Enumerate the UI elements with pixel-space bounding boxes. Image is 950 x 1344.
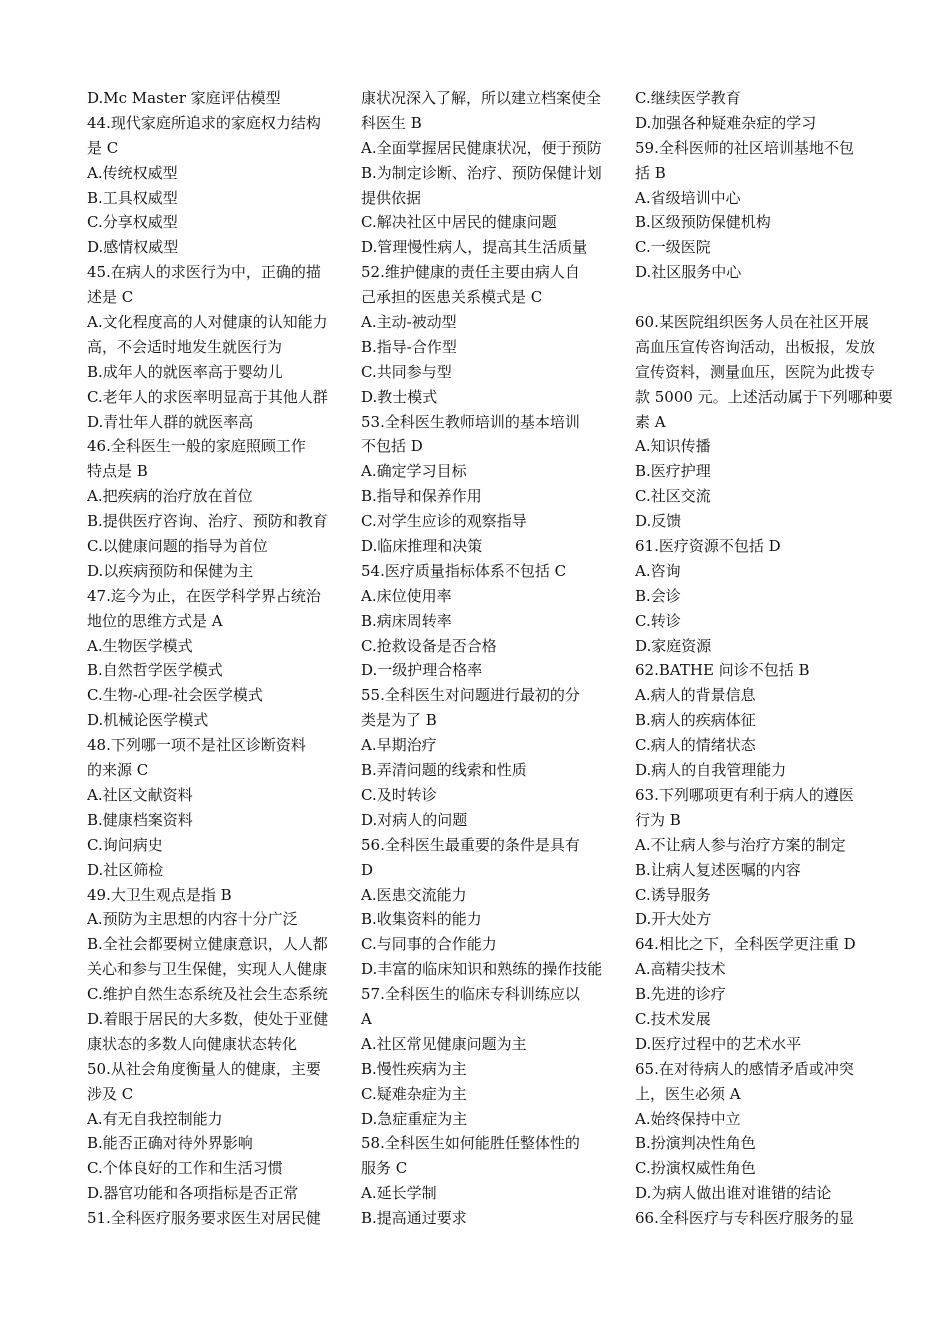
text-line: D.一级护理合格率 [361, 661, 483, 680]
text-line: C.技术发展 [635, 1009, 711, 1028]
text-line: C.与同事的合作能力 [361, 935, 497, 954]
text-line: A.全面掌握居民健康状况，便于预防 [361, 138, 602, 157]
text-line: C.分享权威型 [87, 213, 178, 232]
text-line: B.成年人的就医率高于婴幼儿 [87, 362, 283, 381]
text-line: 服务 C [361, 1159, 408, 1178]
text-line: 51.全科医疗服务要求医生对居民健 [87, 1209, 321, 1228]
text-line: 关心和参与卫生保健，实现人人健康 [87, 960, 328, 979]
text-line: B.区级预防保健机构 [635, 213, 771, 232]
text-line: D.医疗过程中的艺术水平 [635, 1034, 802, 1053]
text-line: A.病人的背景信息 [635, 686, 756, 705]
text-line: D.加强各种疑难杂症的学习 [635, 113, 817, 132]
text-line: C.继续医学教育 [635, 89, 741, 107]
text-line: D.家庭资源 [635, 636, 712, 655]
text-line: C.解决社区中居民的健康问题 [361, 213, 557, 232]
text-line: 57.全科医生的临床专科训练应以 [361, 985, 580, 1004]
text-column-2 [361, 86, 633, 1231]
text-line: C.老年人的求医率明显高于其他人群 [87, 387, 328, 406]
text-line: C.转诊 [635, 611, 681, 630]
text-line: B.自然哲学医学模式 [87, 661, 223, 680]
text-line: C.生物-心理-社会医学模式 [87, 686, 263, 705]
text-line: 涉及 C [87, 1084, 134, 1103]
text-line: 50.从社会角度衡量人的健康，主要 [87, 1059, 321, 1078]
text-line: D [361, 860, 374, 879]
text-line: C.个体良好的工作和生活习惯 [87, 1159, 283, 1178]
text-line: 的来源 C [87, 761, 149, 780]
text-line: A.床位使用率 [361, 586, 452, 605]
text-line: 62.BATHE 问诊不包括 B [635, 661, 810, 680]
text-line: C.及时转诊 [361, 785, 437, 804]
text-line: 不包括 D [361, 437, 423, 456]
text-line: D.以疾病预防和保健为主 [87, 561, 254, 580]
text-line: 61.医疗资源不包括 D [635, 537, 781, 556]
text-line: C.抢救设备是否合格 [361, 636, 497, 655]
text-line: 地位的思维方式是 A [87, 611, 223, 630]
text-line: B.能否正确对待外界影响 [87, 1134, 253, 1153]
text-line: A [361, 1009, 372, 1028]
text-line: C.诱导服务 [635, 885, 711, 904]
text-line: B.全社会都要树立健康意识，人人都 [87, 935, 328, 954]
text-line: 高血压宣传咨询活动，出板报，发放 [635, 337, 876, 356]
text-line: A.省级培训中心 [635, 188, 741, 207]
text-line: C.询问病史 [87, 835, 163, 854]
text-line: C.病人的情绪状态 [635, 736, 756, 755]
text-line: 宣传资料，测量血压，医院为此拨专 [635, 362, 876, 381]
text-line: D.管理慢性病人，提高其生活质量 [361, 238, 588, 257]
text-line: 63.下列哪项更有利于病人的遵医 [635, 785, 854, 804]
text-line: C.疑难杂症为主 [361, 1084, 467, 1103]
text-line: A.社区文献资料 [87, 785, 193, 804]
text-line: D.为病人做出谁对谁错的结论 [635, 1184, 832, 1203]
text-line: 45.在病人的求医行为中，正确的描 [87, 263, 321, 282]
text-line: B.病人的疾病体征 [635, 711, 756, 730]
text-column-1 [87, 86, 359, 1231]
text-line: 65.在对待病人的感情矛盾或冲突 [635, 1059, 854, 1078]
text-line: A.预防为主思想的内容十分广泛 [87, 910, 298, 929]
text-line: B.弄清问题的线索和性质 [361, 761, 527, 780]
text-line: 46.全科医生一般的家庭照顾工作 [87, 437, 306, 456]
text-line: A.把疾病的治疗放在首位 [87, 487, 253, 506]
text-line: 康状况深入了解，所以建立档案使全 [361, 89, 602, 107]
text-line: 类是为了 B [361, 711, 437, 730]
text-line: B.收集资料的能力 [361, 910, 482, 929]
text-line: A.医患交流能力 [361, 885, 467, 904]
text-line: 47.迄今为止，在医学科学界占统治 [87, 586, 321, 605]
text-line: 48.下列哪一项不是社区诊断资料 [87, 736, 306, 755]
text-line: B.会诊 [635, 586, 681, 605]
text-line: A.生物医学模式 [87, 636, 193, 655]
text-line: B.指导和保养作用 [361, 487, 482, 506]
text-line: D.社区服务中心 [635, 263, 742, 282]
text-line: C.扮演权威性角色 [635, 1159, 756, 1178]
text-line: C.以健康问题的指导为首位 [87, 537, 268, 556]
text-line: A.始终保持中立 [635, 1109, 741, 1128]
text-line: D.器官功能和各项指标是否正常 [87, 1184, 299, 1203]
text-line: B.提高通过要求 [361, 1209, 467, 1228]
text-line: B.让病人复述医嘱的内容 [635, 860, 801, 879]
text-line: A.早期治疗 [361, 736, 437, 755]
text-line: D.青壮年人群的就医率高 [87, 412, 254, 431]
text-line: D.开大处方 [635, 910, 712, 929]
text-line: A.社区常见健康问题为主 [361, 1034, 527, 1053]
text-line: 述是 C [87, 288, 134, 307]
text-line: 59.全科医师的社区培训基地不包 [635, 138, 854, 157]
text-line: 66.全科医疗与专科医疗服务的显 [635, 1209, 854, 1228]
text-line: D.Mc Master 家庭评估模型 [87, 89, 281, 107]
text-line: C.社区交流 [635, 487, 711, 506]
text-line: 56.全科医生最重要的条件是具有 [361, 835, 580, 854]
text-line: D.临床推理和决策 [361, 537, 483, 556]
text-line: C.共同参与型 [361, 362, 452, 381]
text-line: 是 C [87, 138, 119, 157]
text-line: 上，医生必须 A [635, 1084, 741, 1103]
text-line: C.对学生应诊的观察指导 [361, 512, 527, 531]
text-line: 64.相比之下，全科医学更注重 D [635, 935, 856, 954]
text-line: A.知识传播 [635, 437, 711, 456]
text-line: B.慢性疾病为主 [361, 1059, 467, 1078]
text-line: D.机械论医学模式 [87, 711, 209, 730]
text-line: A.高精尖技术 [635, 960, 726, 979]
text-line: D.教士模式 [361, 387, 438, 406]
text-line: 括 B [635, 163, 666, 182]
text-line: D.反馈 [635, 512, 682, 531]
text-line: A.传统权威型 [87, 163, 178, 182]
text-line: D.着眼于居民的大多数，使处于亚健 [87, 1009, 329, 1028]
text-line: 素 A [635, 412, 666, 431]
text-line: B.病床周转率 [361, 611, 452, 630]
text-line: A.延长学制 [361, 1184, 437, 1203]
text-line: 行为 B [635, 810, 681, 829]
text-line: 52.维护健康的责任主要由病人自 [361, 263, 580, 282]
text-line: D.急症重症为主 [361, 1109, 468, 1128]
text-line: D.社区筛检 [87, 860, 164, 879]
text-line: B.为制定诊断、治疗、预防保健计划 [361, 163, 602, 182]
text-line: B.指导-合作型 [361, 337, 457, 356]
text-line: A.不让病人参与治疗方案的制定 [635, 835, 846, 854]
text-line: B.先进的诊疗 [635, 985, 726, 1004]
text-line: 康状态的多数人向健康状态转化 [87, 1034, 298, 1053]
text-line: B.提供医疗咨询、治疗、预防和教育 [87, 512, 328, 531]
text-line: B.工具权威型 [87, 188, 178, 207]
text-line: 己承担的医患关系模式是 C [361, 288, 543, 307]
text-line: B.健康档案资料 [87, 810, 193, 829]
text-column-3 [635, 86, 907, 1231]
text-line: C.一级医院 [635, 238, 711, 257]
text-line: 60.某医院组织医务人员在社区开展 [635, 313, 869, 332]
text-line: 高，不会适时地发生就医行为 [87, 337, 283, 356]
text-line: 53.全科医生教师培训的基本培训 [361, 412, 580, 431]
text-line: 款 5000 元。上述活动属于下列哪种要 [635, 387, 893, 406]
text-line: B.医疗护理 [635, 462, 711, 481]
text-line: D.丰富的临床知识和熟练的操作技能 [361, 960, 603, 979]
text-line: B.扮演判决性角色 [635, 1134, 756, 1153]
text-line: 49.大卫生观点是指 B [87, 885, 232, 904]
text-line: D.对病人的问题 [361, 810, 468, 829]
text-line: 提供依据 [361, 188, 422, 207]
text-line: 特点是 B [87, 462, 148, 481]
text-line [635, 285, 907, 310]
text-line: A.咨询 [635, 561, 681, 580]
text-line: 44.现代家庭所追求的家庭权力结构 [87, 113, 321, 132]
text-line: C.维护自然生态系统及社会生态系统 [87, 985, 328, 1004]
text-line: A.确定学习目标 [361, 462, 467, 481]
text-line: A.主动-被动型 [361, 313, 457, 332]
text-line: D.病人的自我管理能力 [635, 761, 787, 780]
text-line: A.文化程度高的人对健康的认知能力 [87, 313, 328, 332]
text-line: 科医生 B [361, 113, 422, 132]
text-line: 58.全科医生如何能胜任整体性的 [361, 1134, 580, 1153]
text-line: 54.医疗质量指标体系不包括 C [361, 561, 567, 580]
text-line: 55.全科医生对问题进行最初的分 [361, 686, 580, 705]
text-line: D.感情权威型 [87, 238, 179, 257]
text-line: A.有无自我控制能力 [87, 1109, 223, 1128]
